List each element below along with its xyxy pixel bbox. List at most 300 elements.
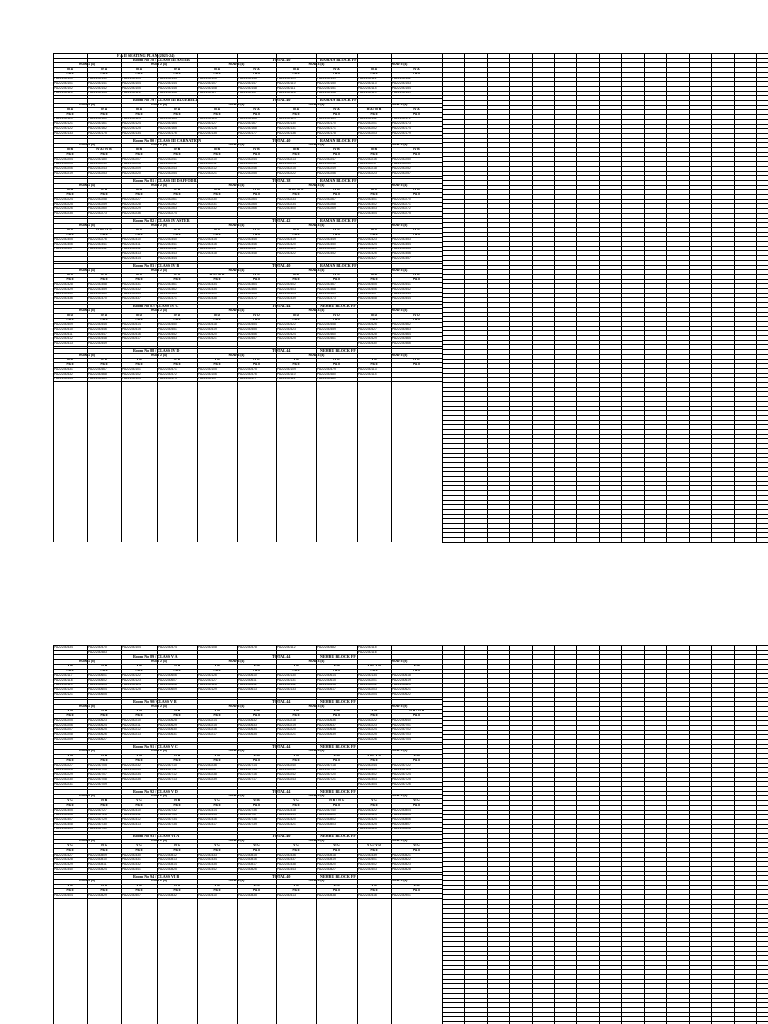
- row-label: ROW 3 (4): [228, 704, 245, 708]
- column-header: PA II: [333, 278, 340, 282]
- class-label: III A: [371, 67, 377, 71]
- roll-number-cell: PA22230101: [54, 82, 73, 85]
- roll-number-cell: PA22230208: [54, 732, 73, 736]
- roll-number-cell: PA22230626: [88, 732, 107, 736]
- roll-number-cell: PA22230301: [358, 197, 377, 201]
- roll-number-cell: PA22230815: [238, 853, 257, 857]
- roll-number-cell: PA22230316: [198, 818, 217, 822]
- class-label: III A: [293, 107, 299, 111]
- roll-number-cell: PA22230177: [238, 131, 257, 135]
- empty-grid-line: [442, 363, 768, 364]
- roll-number-cell: PA22230401: [198, 292, 217, 296]
- column-header: PA II: [253, 713, 260, 717]
- empty-grid-line: [442, 208, 768, 209]
- class-label: V C: [371, 799, 377, 803]
- roll-number-cell: PA22230216: [198, 728, 217, 732]
- roll-number-cell: PA22230170: [317, 122, 336, 126]
- roll-number-cell: PA22230601: [88, 674, 107, 677]
- roll-number-cell: PA22230264: [238, 197, 257, 201]
- row-label: ROW 4 (4): [308, 268, 325, 272]
- empty-grid-line: [442, 979, 768, 980]
- roll-number-cell: PA22230427: [358, 327, 377, 331]
- column-header: PA II: [173, 888, 181, 892]
- roll-number-cell: PA22230811: [88, 862, 107, 866]
- roll-number-cell: PA22230809: [88, 853, 107, 857]
- empty-grid-line: [442, 833, 768, 834]
- roll-number-cell: PA22230480: [317, 372, 336, 376]
- class-label: V D: [371, 884, 377, 888]
- row-label: ROW 1 (5): [79, 794, 95, 798]
- column-header: PA II: [253, 318, 260, 322]
- roll-number-cell: PA22230340: [54, 867, 73, 871]
- column-header: PA II: [253, 758, 260, 762]
- roll-number-cell: PA22230203: [358, 131, 377, 135]
- roll-number-cell: PA22230732: [158, 808, 177, 812]
- empty-grid-line: [442, 302, 768, 303]
- roll-number-cell: PA22230131: [277, 126, 296, 130]
- empty-grid-line: [442, 998, 768, 999]
- column-header: PA II: [292, 152, 300, 156]
- row-label: ROW 4 (4): [308, 794, 325, 798]
- roll-number-cell: PA22230475: [238, 367, 257, 371]
- empty-grid-line: [442, 105, 768, 106]
- empty-grid-line: [756, 645, 757, 1024]
- roll-number-cell: PA22230104: [122, 645, 141, 649]
- empty-grid-line: [442, 457, 768, 458]
- roll-number-cell: PA22230813: [158, 858, 177, 862]
- class-label: IV C: [253, 273, 260, 277]
- roll-number-cell: PA22230821: [392, 853, 411, 857]
- room-block: RAMAN BLOCK FF: [320, 138, 357, 143]
- class-label: VI A: [173, 709, 181, 713]
- roll-number-cell: PA22230113: [358, 367, 377, 371]
- empty-grid-line: [442, 748, 768, 749]
- empty-grid-line: [442, 406, 768, 407]
- column-header: PA II: [100, 192, 108, 196]
- roll-number-cell: PA22230231: [198, 202, 217, 206]
- class-label: VI C: [173, 843, 181, 847]
- empty-grid-line: [442, 922, 768, 923]
- row-label: ROW 5 (4): [391, 268, 408, 272]
- class-label: V D: [293, 884, 299, 888]
- roll-number-cell: PA22230215: [198, 723, 217, 727]
- column-header: PA II: [135, 758, 143, 762]
- empty-grid-line: [442, 880, 768, 881]
- class-label: VI A: [173, 664, 181, 668]
- column-header: PA II: [100, 669, 108, 673]
- roll-number-cell: PA22230829: [88, 893, 107, 897]
- empty-grid-line: [666, 645, 667, 1024]
- column-header: PA II: [213, 803, 221, 807]
- room-total: TOTAL 40: [272, 98, 291, 103]
- roll-number-cell: PA22230306: [54, 242, 73, 246]
- empty-grid-line: [442, 885, 768, 886]
- roll-number-cell: PA22230236: [122, 211, 141, 215]
- roll-number-cell: PA22230421: [198, 337, 217, 341]
- roll-number-cell: PA22230123: [122, 678, 141, 682]
- class-label: V D: [67, 884, 73, 888]
- row-label: ROW 3 (4): [228, 183, 245, 187]
- grid-line: [53, 216, 442, 217]
- empty-grid-line: [442, 927, 768, 928]
- empty-grid-line: [442, 81, 768, 82]
- roll-number-cell: PA22230272: [392, 207, 411, 211]
- roll-number-cell: PA22230213: [122, 732, 141, 736]
- roll-number-cell: PA22230417: [122, 337, 141, 341]
- grid-line: [53, 898, 442, 899]
- empty-grid-line: [442, 828, 768, 829]
- roll-number-cell: PA22230333: [122, 292, 141, 296]
- room-total: TOTAL 40: [272, 263, 291, 268]
- roll-number-cell: PA22230243: [277, 777, 296, 781]
- column-header: PA II: [292, 318, 300, 322]
- empty-grid-line: [599, 645, 600, 1024]
- class-label: IV A: [333, 107, 340, 111]
- roll-number-cell: PA22230463: [392, 327, 411, 331]
- roll-number-cell: PA22230365: [238, 287, 257, 291]
- roll-number-cell: PA22230636: [317, 718, 336, 722]
- column-header: PA II: [66, 233, 74, 237]
- roll-number-cell: PA22230155: [88, 91, 107, 95]
- room-block: RAMAN BLOCK FF: [320, 98, 357, 103]
- empty-grid-line: [442, 213, 768, 214]
- empty-grid-line: [442, 983, 768, 984]
- column-header: PA II: [66, 152, 74, 156]
- roll-number-cell: PA22230143: [158, 77, 177, 81]
- roll-number-cell: PA22230126: [198, 674, 217, 677]
- roll-number-cell: PA22230814: [158, 862, 177, 866]
- column-header: PA II: [370, 112, 378, 116]
- class-label: VI C: [253, 884, 260, 888]
- roll-number-cell: PA22230736: [238, 808, 257, 812]
- roll-number-cell: PA22230835: [238, 893, 257, 897]
- row-label: ROW 4 (4): [308, 659, 325, 663]
- roll-number-cell: PA22230231: [54, 782, 73, 786]
- empty-grid-line: [442, 109, 768, 110]
- class-label: IV D: [333, 358, 340, 362]
- class-label: III B: [213, 148, 221, 152]
- empty-grid-line: [442, 810, 768, 811]
- roll-number-cell: PA22230107: [198, 377, 217, 381]
- empty-grid-line: [711, 645, 712, 1024]
- empty-grid-line: [442, 687, 768, 688]
- column-header: PA II: [173, 803, 181, 807]
- roll-number-cell: PA22230730: [88, 822, 107, 826]
- class-label: VI C: [413, 843, 420, 847]
- roll-number-cell: PA22230345: [238, 238, 257, 242]
- row-label: ROW 3 (4): [228, 308, 245, 312]
- roll-number-cell: PA22230334: [198, 858, 217, 862]
- roll-number-cell: PA22230226: [358, 737, 377, 741]
- column-header: PA II: [333, 112, 340, 116]
- class-label: IV D: [253, 358, 260, 362]
- roll-number-cell: PA22230341: [88, 242, 107, 246]
- empty-grid-line: [442, 537, 768, 538]
- roll-number-cell: PA22230358: [88, 282, 107, 286]
- empty-grid-line: [442, 67, 768, 68]
- roll-number-cell: PA22230110: [277, 372, 296, 376]
- roll-number-cell: PA22230336: [54, 297, 73, 301]
- roll-number-cell: PA22230471: [158, 367, 177, 371]
- empty-grid-line: [442, 847, 768, 848]
- row-label: ROW 5 (5): [391, 353, 408, 357]
- column-header: PA II: [135, 848, 143, 852]
- room-title: Room No 78 / CLASS III ASTER: [133, 58, 190, 63]
- class-label: III D: [213, 313, 221, 317]
- roll-number-cell: PA22230415: [122, 327, 141, 331]
- column-header: PA II: [213, 713, 221, 717]
- empty-grid-line: [442, 373, 768, 374]
- roll-number-cell: PA22230302: [358, 773, 377, 777]
- empty-grid-line: [442, 91, 768, 92]
- class-label: IV C: [333, 273, 340, 277]
- roll-number-cell: PA22230343: [158, 252, 177, 256]
- roll-number-cell: PA22230313: [122, 252, 141, 256]
- column-header: PA II: [253, 192, 260, 196]
- room-title: Room No 81 / CLASS III DAFFODIL: [133, 178, 198, 183]
- room-block: NEHRU BLOCK FF: [320, 789, 356, 794]
- roll-number-cell: PA22230406: [358, 287, 377, 291]
- column-header: PA II: [253, 72, 260, 76]
- roll-number-cell: PA22230461: [317, 337, 336, 341]
- row-label: ROW 2 (4): [151, 879, 167, 883]
- column-header: PA II: [173, 233, 181, 237]
- roll-number-cell: PA22230205: [54, 718, 73, 722]
- empty-grid-line: [442, 462, 768, 463]
- roll-number-cell: PA22230305: [54, 238, 73, 242]
- class-label: III C: [292, 228, 300, 232]
- class-label: III C: [135, 273, 143, 277]
- roll-number-cell: PA22230404: [277, 292, 296, 296]
- column-header: PA II: [213, 758, 221, 762]
- row-label: ROW 2 (4): [151, 659, 167, 663]
- roll-number-cell: PA22230464: [392, 332, 411, 336]
- empty-grid-line: [442, 514, 768, 515]
- column-header: PA II: [413, 363, 420, 367]
- roll-number-cell: PA22230267: [317, 197, 336, 201]
- roll-number-cell: PA22230825: [158, 867, 177, 871]
- roll-number-cell: PA22230701: [392, 723, 411, 727]
- roll-number-cell: PA22230332: [122, 287, 141, 291]
- roll-number-cell: PA22230430: [358, 341, 377, 345]
- column-header: PA II: [370, 758, 378, 762]
- roll-number-cell: PA22230822: [392, 858, 411, 862]
- roll-number-cell: PA22230128: [198, 683, 217, 687]
- column-header: PA II: [292, 363, 300, 367]
- class-label: IV A: [253, 107, 260, 111]
- roll-number-cell: PA22230239: [198, 777, 217, 781]
- roll-number-cell: PA22230209: [122, 167, 141, 171]
- room-block: RAMAN BLOCK FF: [320, 218, 357, 223]
- roll-number-cell: PA22230119: [358, 91, 377, 95]
- empty-grid-line: [442, 918, 768, 919]
- class-label: V C: [214, 799, 220, 803]
- roll-number-cell: PA22230416: [122, 332, 141, 336]
- class-label: V C: [293, 843, 299, 847]
- roll-number-cell: PA22230726: [392, 782, 411, 786]
- empty-grid-line: [442, 1021, 768, 1022]
- roll-number-cell: PA22230145: [158, 86, 177, 90]
- roll-number-cell: PA22230136: [277, 131, 296, 135]
- roll-number-cell: PA22230820: [317, 862, 336, 866]
- column-header: PA II: [173, 318, 181, 322]
- roll-number-cell: PA22230320: [277, 242, 296, 246]
- roll-number-cell: PA22230467: [88, 367, 107, 371]
- class-label: IV C: [173, 273, 181, 277]
- empty-grid-line: [442, 706, 768, 707]
- roll-number-cell: PA22230150: [317, 82, 336, 85]
- roll-number-cell: PA22230718: [317, 763, 336, 767]
- roll-number-cell: PA22230633: [238, 723, 257, 727]
- empty-grid-line: [442, 899, 768, 900]
- column-header: PA II: [213, 192, 221, 196]
- class-label: V C: [136, 799, 142, 803]
- empty-grid-line: [442, 166, 768, 167]
- class-label: IV B / IV C: [96, 228, 112, 232]
- empty-grid-line: [442, 387, 768, 388]
- room-total: TOTAL 42: [272, 218, 291, 223]
- roll-number-cell: PA22230403: [277, 287, 296, 291]
- empty-grid-line: [442, 359, 768, 360]
- roll-number-cell: PA22230333: [198, 853, 217, 857]
- empty-grid-line: [442, 852, 768, 853]
- roll-number-cell: PA22230704: [392, 737, 411, 741]
- roll-number-cell: PA22230478: [238, 645, 257, 649]
- class-label: V C: [214, 843, 220, 847]
- row-label: ROW 5 (5): [391, 749, 408, 753]
- roll-number-cell: PA22230329: [54, 862, 73, 866]
- class-label: VI C: [253, 843, 260, 847]
- roll-number-cell: PA22230304: [358, 782, 377, 786]
- empty-grid-line: [442, 857, 768, 858]
- column-header: PA II: [173, 112, 181, 116]
- empty-grid-line: [442, 673, 768, 674]
- empty-grid-line: [532, 645, 533, 1024]
- class-label: IV A: [413, 67, 420, 71]
- roll-number-cell: PA22230637: [317, 723, 336, 727]
- column-header: PA II: [333, 233, 340, 237]
- roll-number-cell: PA22230322: [358, 808, 377, 812]
- empty-grid-line: [442, 326, 768, 327]
- column-header: PA II: [66, 278, 74, 282]
- column-header: PA II: [100, 233, 108, 237]
- roll-number-cell: PA22230454: [238, 323, 257, 327]
- column-header: PA II: [66, 888, 74, 892]
- column-header: PA II: [173, 669, 181, 673]
- empty-grid-line: [442, 396, 768, 397]
- empty-grid-line: [442, 490, 768, 491]
- class-label: IV B: [173, 188, 181, 192]
- grid-line: [53, 53, 442, 54]
- roll-number-cell: PA22230457: [238, 337, 257, 341]
- roll-number-cell: PA22230219: [54, 171, 73, 175]
- class-label: V B: [67, 709, 73, 713]
- empty-grid-line: [442, 293, 768, 294]
- empty-grid-line: [442, 180, 768, 181]
- roll-number-cell: PA22230270: [392, 197, 411, 201]
- empty-grid-line: [442, 913, 768, 914]
- roll-number-cell: PA22230233: [122, 768, 141, 772]
- column-header: PA II: [370, 888, 378, 892]
- roll-number-cell: PA22230228: [122, 202, 141, 206]
- roll-number-cell: PA22230453: [158, 337, 177, 341]
- room-total: TOTAL 40: [272, 58, 291, 63]
- roll-number-cell: PA22230807: [392, 822, 411, 826]
- row-label: ROW 5 (4): [391, 63, 408, 66]
- class-label: III A / III B: [366, 107, 382, 111]
- column-header: PA II: [66, 192, 74, 196]
- roll-number-cell: PA22230330: [54, 292, 73, 296]
- roll-number-cell: PA22230244: [358, 763, 377, 767]
- empty-grid-line: [442, 965, 768, 966]
- roll-number-cell: PA22230229: [54, 773, 73, 777]
- empty-grid-line: [442, 232, 768, 233]
- roll-number-cell: PA22230273: [88, 211, 107, 215]
- roll-number-cell: PA22230218: [358, 167, 377, 171]
- roll-number-cell: PA22230158: [317, 91, 336, 95]
- roll-number-cell: PA22230632: [238, 718, 257, 722]
- class-label: III C / III D: [209, 273, 225, 277]
- column-header: PA II: [370, 152, 378, 156]
- roll-number-cell: PA22230802: [317, 818, 336, 822]
- row-label: ROW 2 (5): [151, 223, 167, 227]
- roll-number-cell: PA22230722: [392, 763, 411, 767]
- roll-number-cell: PA22230619: [392, 678, 411, 682]
- roll-number-cell: PA22230459: [317, 327, 336, 331]
- class-label: V A: [136, 664, 142, 668]
- row-label: ROW 2 (4): [151, 839, 167, 843]
- roll-number-cell: PA22230105: [122, 86, 141, 90]
- roll-number-cell: PA22230720: [317, 773, 336, 777]
- empty-grid-line: [442, 138, 768, 139]
- room-title: Room No 79 / CLASS III BLUEBELL: [133, 98, 199, 103]
- column-header: PA II: [100, 112, 108, 116]
- class-label: III A: [136, 107, 142, 111]
- roll-number-cell: PA22230413: [277, 893, 296, 897]
- roll-number-cell: PA22230402: [358, 862, 377, 866]
- row-label: ROW 2 (4): [151, 749, 167, 753]
- roll-number-cell: PA22230100: [54, 77, 73, 81]
- roll-number-cell: PA22230318: [277, 808, 296, 812]
- roll-number-cell: PA22230370: [88, 297, 107, 301]
- column-header: PA II: [173, 152, 181, 156]
- roll-number-cell: PA22230228: [54, 768, 73, 772]
- roll-number-cell: PA22230127: [198, 678, 217, 682]
- roll-number-cell: PA22230142: [88, 86, 107, 90]
- empty-grid-line: [442, 142, 768, 143]
- roll-number-cell: PA22230442: [392, 287, 411, 291]
- roll-number-cell: PA22230401: [358, 858, 377, 862]
- empty-grid-line: [442, 1002, 768, 1003]
- empty-grid-line: [734, 645, 735, 1024]
- roll-number-cell: PA22230455: [238, 327, 257, 331]
- empty-grid-line: [442, 72, 768, 73]
- class-label: III B: [66, 148, 74, 152]
- grid-line: [53, 261, 442, 262]
- roll-number-cell: PA22230410: [198, 893, 217, 897]
- class-label: III C: [370, 188, 378, 192]
- column-header: PA II: [135, 363, 143, 367]
- column-header: PA II: [213, 152, 221, 156]
- empty-grid-line: [442, 218, 768, 219]
- roll-number-cell: PA22230205: [54, 162, 73, 166]
- column-header: PA II: [292, 192, 300, 196]
- column-header: PA II: [213, 848, 221, 852]
- roll-number-cell: PA22230434: [54, 645, 73, 649]
- roll-number-cell: PA22230354: [392, 242, 411, 246]
- roll-number-cell: PA22230124: [122, 683, 141, 687]
- column-header: PA II: [100, 848, 108, 852]
